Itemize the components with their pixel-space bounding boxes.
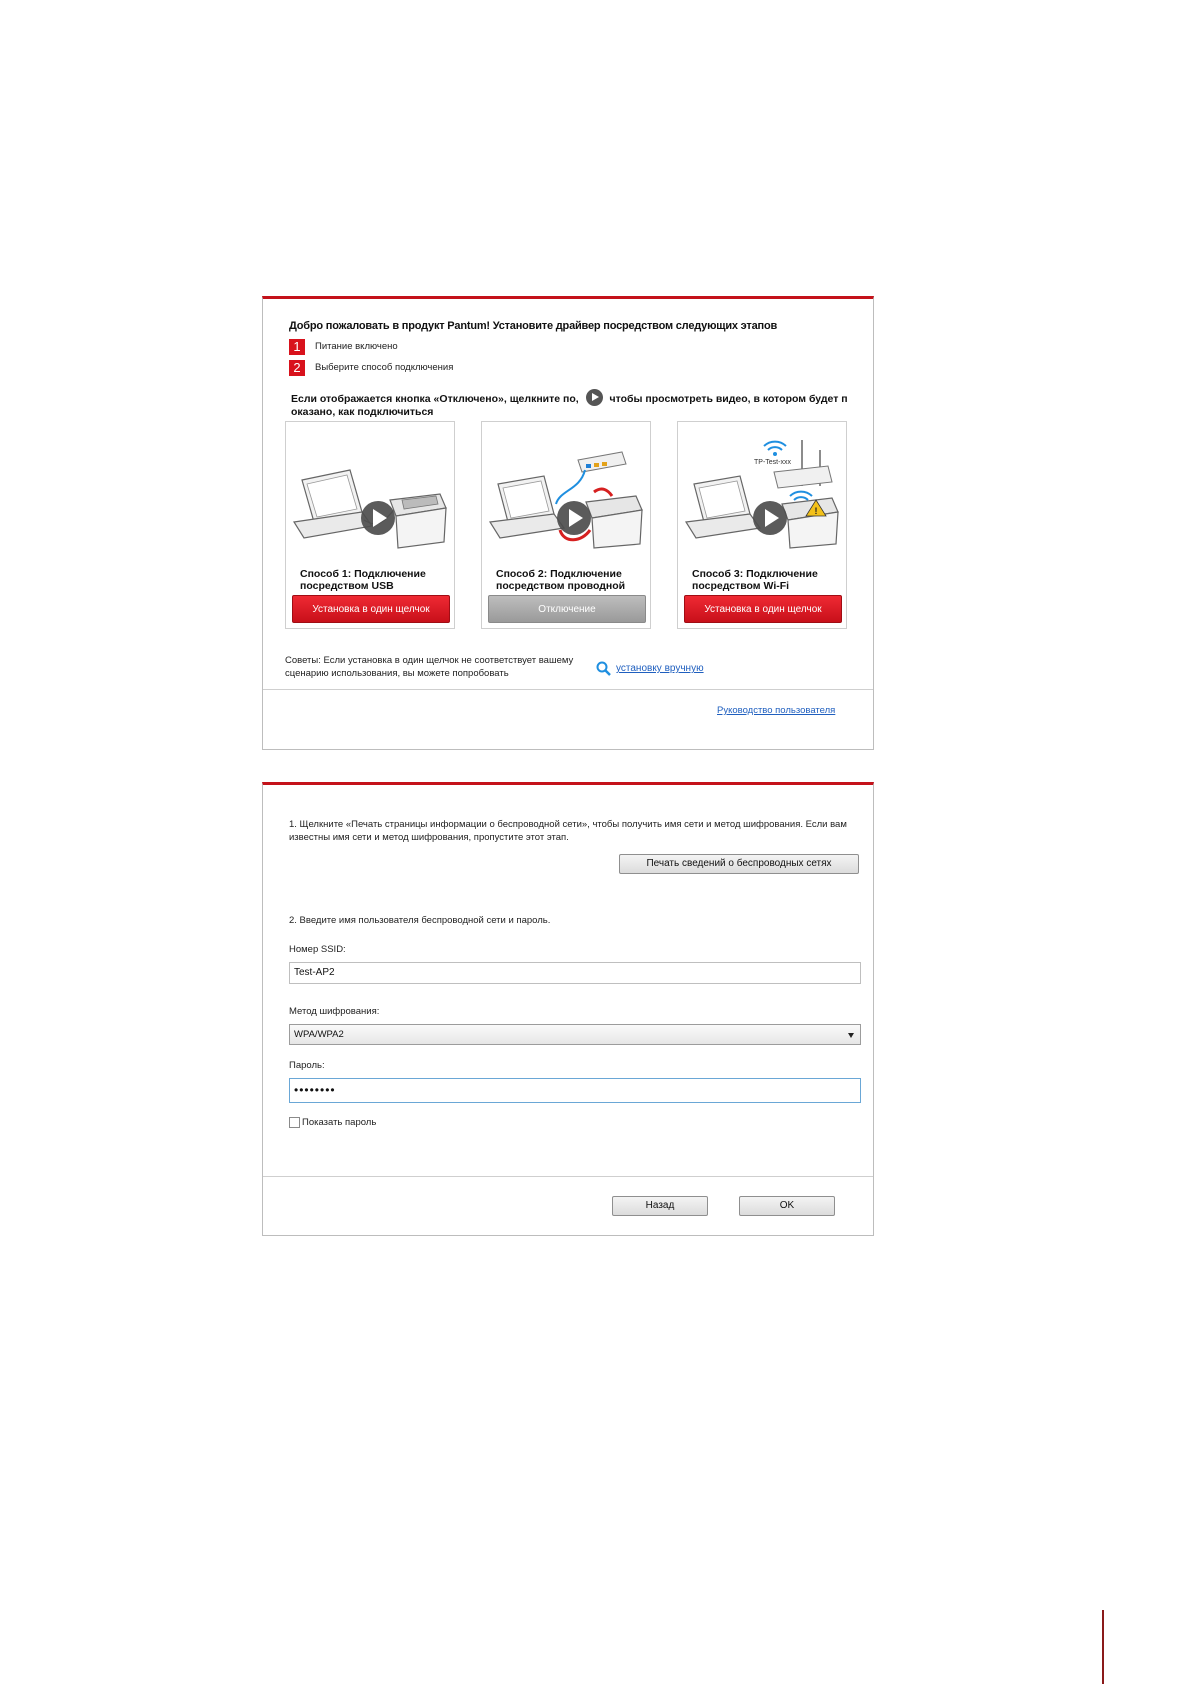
- password-label: Пароль:: [289, 1060, 325, 1071]
- user-guide-link[interactable]: Руководство пользователя: [717, 705, 836, 716]
- step-1-text: Питание включено: [315, 341, 398, 352]
- ssid-input[interactable]: Test-AP2: [289, 962, 861, 984]
- step-2-text: Выберите способ подключения: [315, 362, 454, 373]
- method-card-wifi: [677, 421, 847, 629]
- method-1-caption: Способ 1: Подключение посредством USB: [300, 568, 426, 592]
- method-card-wired: [481, 421, 651, 629]
- step-2-instruction: 2. Введите имя пользователя беспроводной сети и пароль.: [289, 915, 551, 926]
- wifi-connection-illustration: [682, 430, 842, 550]
- method-card-usb: [285, 421, 455, 629]
- wired-connection-illustration: [486, 430, 646, 550]
- back-button[interactable]: Назад: [612, 1196, 708, 1216]
- svg-text:!: !: [814, 506, 818, 516]
- page-edge-bar: [1102, 1610, 1104, 1684]
- chevron-down-icon: [848, 1033, 854, 1038]
- method-2-caption: Способ 2: Подключение посредством проводной: [496, 568, 626, 592]
- password-input[interactable]: ••••••••: [289, 1078, 861, 1103]
- ok-button[interactable]: OK: [739, 1196, 835, 1216]
- manual-install-link[interactable]: установку вручную: [616, 663, 704, 674]
- video-hint-after: чтобы просмотреть видео, в котором будет п оказано, как подключиться: [291, 393, 848, 418]
- ssid-label: Номер SSID:: [289, 944, 346, 955]
- installer-welcome-window: [262, 296, 874, 750]
- step-1-instruction: 1. Щелкните «Печать страницы информации о беспроводной сети», чтобы получить имя сети и метод шифрования. Если вам известны имя сети и метод шифрования, пропустите этот этап.: [289, 819, 847, 843]
- step-1-badge: 1: [289, 339, 305, 355]
- footer-divider: [263, 689, 873, 690]
- welcome-title: Добро пожаловать в продукт Pantum! Установите драйвер посредством следующих этапов: [289, 320, 778, 332]
- encryption-label: Метод шифрования:: [289, 1006, 380, 1017]
- router-label: TP-Test-xxx: [754, 459, 791, 466]
- video-hint-before: Если отображается кнопка «Отключено», щелкните по,: [291, 393, 579, 405]
- magnifier-gear-icon: [596, 661, 612, 677]
- encryption-value: WPA/WPA2: [294, 1029, 344, 1040]
- encryption-select[interactable]: [289, 1024, 861, 1045]
- tips-text: Советы: Если установка в один щелчок не соответствует вашему сценарию использования, вы можете попробовать: [285, 655, 574, 679]
- wired-disabled-button[interactable]: Отключение: [488, 595, 646, 623]
- wireless-settings-window: [262, 782, 874, 1236]
- step-2-badge: 2: [289, 360, 305, 376]
- print-wireless-info-button[interactable]: Печать сведений о беспроводных сетях: [619, 854, 859, 874]
- footer-divider: [263, 1176, 873, 1177]
- show-password-row: [289, 1116, 376, 1129]
- play-icon: [586, 389, 603, 406]
- method-3-caption: Способ 3: Подключение посредством Wi-Fi: [692, 568, 818, 592]
- wifi-one-click-install-button[interactable]: Установка в один щелчок: [684, 595, 842, 623]
- show-password-checkbox[interactable]: [289, 1117, 300, 1128]
- usb-one-click-install-button[interactable]: Установка в один щелчок: [292, 595, 450, 623]
- show-password-label[interactable]: Показать пароль: [302, 1117, 377, 1128]
- usb-connection-illustration: [290, 430, 450, 550]
- video-hint: [291, 389, 861, 419]
